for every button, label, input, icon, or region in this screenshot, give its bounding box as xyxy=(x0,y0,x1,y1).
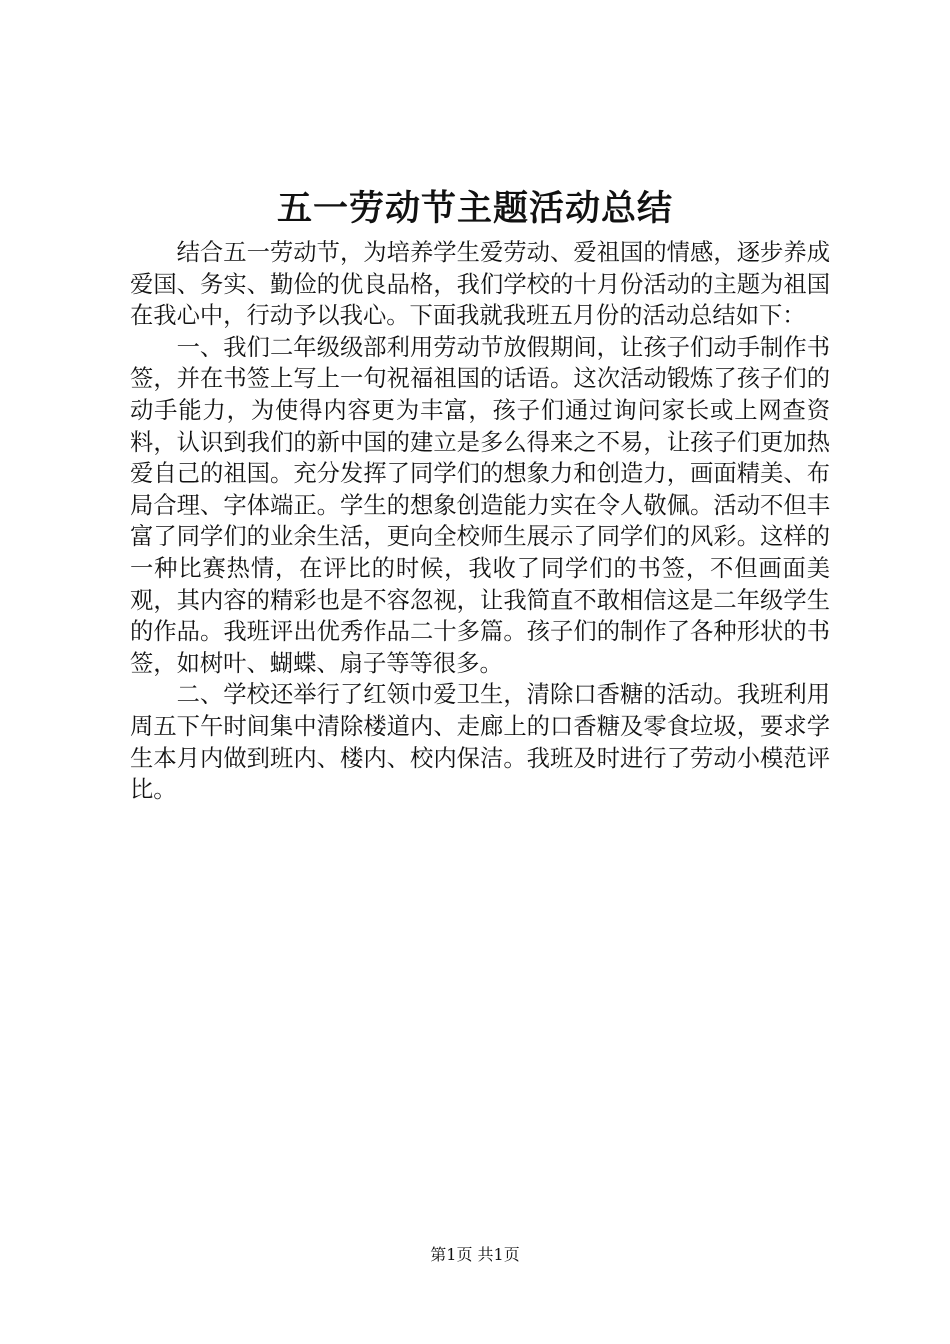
paragraph-section-two: 二、学校还举行了红领巾爱卫生，清除口香糖的活动。我班利用周五下午时间集中清除楼道内、走廊上的口香糖及零食垃圾，要求学生本月内做到班内、楼内、校内保洁。我班及时进行了劳动小模范评比。 xyxy=(130,681,830,804)
document-title: 五一劳动节主题活动总结 xyxy=(276,188,673,229)
page-footer: 第1页 共1页 xyxy=(430,1245,520,1264)
paragraph-section-one: 一、我们二年级级部利用劳动节放假期间，让孩子们动手制作书签，并在书签上写上一句祝福祖国的话语。这次活动锻炼了孩子们的动手能力，为使得内容更为丰富，孩子们通过询问家长或上网查资料，认识到我们的新中国的建立是多么得来之不易，让孩子们更加热爱自己的祖国。充分发挥了同学们的想象力和创造力，画面精美、布局合理、字体端正。学生的想象创造能力实在令人敬佩。活动不但丰富了同学们的业余生活，更向全校师生展示了同学们的风彩。这样的一种比赛热情，在评比的时候，我收了同学们的书签，不但画面美观，其内容的精彩也是不容忽视，让我简直不敢相信这是二年级学生的作品。我班评出优秀作品二十多篇。孩子们的制作了各种形状的书签，如树叶、蝴蝶、扇子等等很多。 xyxy=(130,333,830,677)
paragraph-intro: 结合五一劳动节，为培养学生爱劳动、爱祖国的情感，逐步养成爱国、务实、勤俭的优良品格，我们学校的十月份活动的主题为祖国在我心中，行动予以我心。下面我就我班五月份的活动总结如下： xyxy=(130,239,830,330)
document-body xyxy=(130,237,830,806)
